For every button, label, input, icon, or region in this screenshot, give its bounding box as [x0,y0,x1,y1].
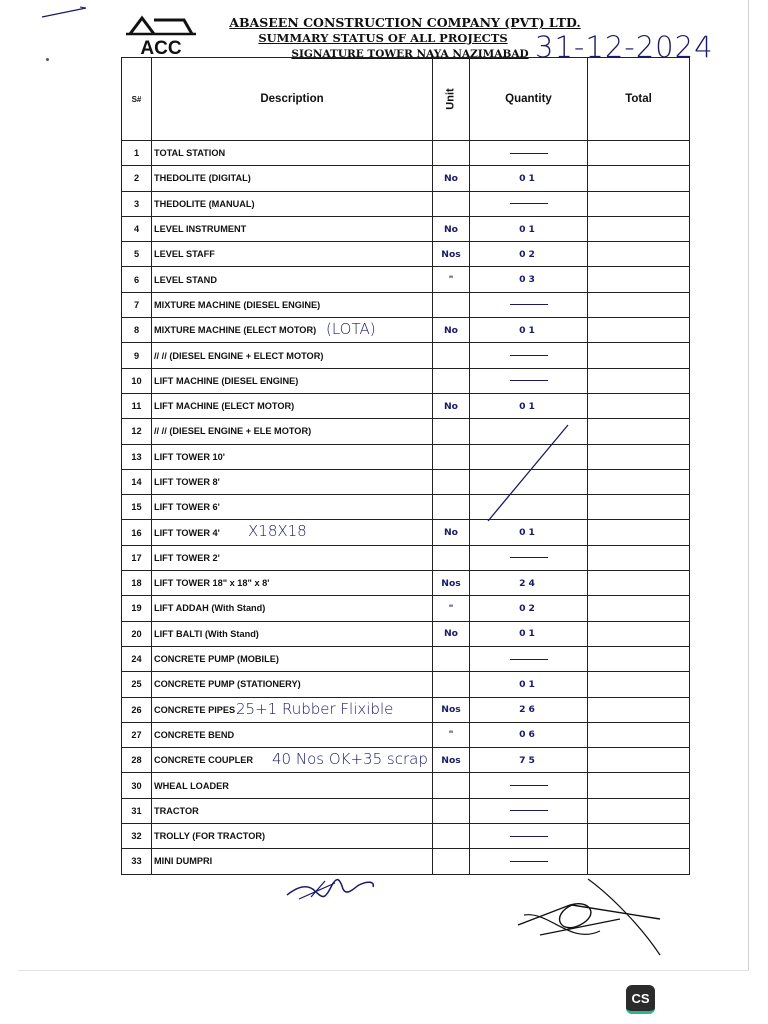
table-row [122,318,690,343]
row-unit: Nos [433,242,470,267]
row-total [588,141,690,166]
table-row [122,621,690,646]
row-total [588,216,690,241]
row-description-text: THEDOLITE (DIGITAL) [154,173,251,184]
row-total [588,292,690,317]
row-sn: 13 [122,444,152,469]
row-total [588,748,690,773]
table-row [122,191,690,216]
pen-stroke-mark [40,5,88,19]
blank-quantity-dash [510,557,548,558]
row-description [152,343,433,368]
table-header-row [122,58,690,141]
row-unit [433,191,470,216]
row-quantity: 75 [470,748,588,773]
row-total [588,646,690,671]
blank-quantity-dash [510,785,548,786]
row-description-text: LIFT TOWER 6' [154,502,220,513]
table-row [122,697,690,722]
row-total [588,773,690,798]
row-sn: 20 [122,621,152,646]
row-quantity [470,292,588,317]
row-description [152,469,433,494]
table-row [122,495,690,520]
blank-quantity-dash [510,153,548,154]
row-quantity [470,368,588,393]
row-description-text: LIFT TOWER 8' [154,477,220,487]
table-row [122,849,690,874]
row-description [152,141,433,166]
row-sn: 7 [122,292,152,317]
row-sn: 15 [122,495,152,520]
row-sn: 19 [122,596,152,621]
row-description [152,495,433,520]
row-description-text: LEVEL INSTRUMENT [154,224,247,235]
document-subtitle: SUMMARY STATUS OF ALL PROJECTS [258,31,508,45]
row-description-text: // // (DIESEL ENGINE + ELECT MOTOR) [154,350,324,361]
col-header-quantity: Quantity [470,58,588,141]
row-quantity: 02 [470,242,588,267]
row-quantity: 24 [470,571,588,596]
row-unit: No [433,520,470,545]
table-row [122,545,690,570]
scanner-app-badge: CS [626,985,655,1014]
row-sn: 3 [122,191,152,216]
row-total [588,242,690,267]
row-description [152,242,433,267]
table-row [122,672,690,697]
row-unit [433,141,470,166]
row-sn: 18 [122,571,152,596]
row-total [588,368,690,393]
row-description-text: TRACTOR [154,805,199,816]
row-quantity [470,824,588,849]
row-total [588,191,690,216]
row-unit [433,368,470,393]
row-quantity: 01 [470,621,588,646]
table-row [122,343,690,368]
row-description-text: // // (DIESEL ENGINE + ELE MOTOR) [154,426,312,437]
col-header-sn: S# [122,58,152,141]
blank-quantity-dash [510,203,548,204]
table-row [122,292,690,317]
row-quantity: 03 [470,267,588,292]
row-description [152,621,433,646]
row-quantity: 01 [470,672,588,697]
table-row [122,469,690,494]
row-unit [433,773,470,798]
row-total [588,824,690,849]
row-description-text: LIFT TOWER 4' [154,527,220,538]
table-row [122,722,690,747]
row-unit: " [433,722,470,747]
row-total [588,596,690,621]
row-unit: No [433,318,470,343]
row-sn: 12 [122,419,152,444]
row-description [152,646,433,671]
row-quantity [470,849,588,874]
row-description [152,596,433,621]
signature-1 [285,873,380,903]
row-description-text: CONCRETE BEND [154,729,235,740]
row-quantity [470,191,588,216]
row-description-text: TROLLY (FOR TRACTOR) [154,831,266,842]
row-description [152,849,433,874]
row-unit [433,469,470,494]
row-sn: 9 [122,343,152,368]
row-quantity: 06 [470,722,588,747]
row-unit [433,419,470,444]
table-row [122,798,690,823]
logo-text: ACC [140,38,182,56]
row-sn: 16 [122,520,152,545]
table-row [122,444,690,469]
table-row [122,646,690,671]
row-total [588,393,690,418]
row-total [588,621,690,646]
col-header-unit: Unit [433,58,470,141]
row-unit: No [433,621,470,646]
site-name: SIGNATURE TOWER NAYA NAZIMABAD [291,48,529,60]
row-description-text: LEVEL STAND [154,274,217,285]
row-sn: 4 [122,216,152,241]
table-row [122,596,690,621]
row-quantity [470,141,588,166]
row-total [588,849,690,874]
table-row [122,393,690,418]
row-unit [433,495,470,520]
row-quantity [470,419,588,444]
row-description-text: LIFT TOWER 18" x 18" x 8' [154,578,270,589]
row-unit [433,292,470,317]
row-description [152,697,433,722]
row-quantity [470,545,588,570]
row-unit [433,849,470,874]
row-quantity [470,798,588,823]
row-unit [433,824,470,849]
row-description [152,267,433,292]
row-description-text: LIFT ADDAH (With Stand) [154,603,266,614]
row-unit: " [433,596,470,621]
row-description-text: TOTAL STATION [154,148,226,159]
row-description-text: LIFT MACHINE (DIESEL ENGINE) [154,375,299,386]
row-description [152,419,433,444]
row-quantity [470,773,588,798]
row-total [588,267,690,292]
row-description-text: MIXTURE MACHINE (ELECT MOTOR) [154,325,317,336]
row-description-text: CONCRETE PUMP (STATIONERY) [154,679,301,690]
row-description [152,318,433,343]
row-total [588,722,690,747]
blank-quantity-dash [510,810,548,811]
table-row [122,267,690,292]
row-description [152,748,433,773]
company-name: ABASEEN CONSTRUCTION COMPANY (PVT) LTD. [229,15,581,30]
row-sn: 2 [122,166,152,191]
row-sn: 24 [122,646,152,671]
row-quantity [470,444,588,469]
blank-quantity-dash [510,355,548,356]
table-row [122,520,690,545]
row-description [152,571,433,596]
row-quantity: 26 [470,697,588,722]
row-total [588,444,690,469]
row-quantity [470,469,588,494]
blank-quantity-dash [510,304,548,305]
row-quantity: 01 [470,216,588,241]
row-total [588,697,690,722]
blank-quantity-dash [510,380,548,381]
handwritten-note: X18X18 [248,522,307,541]
table-row [122,571,690,596]
row-total [588,318,690,343]
row-description [152,191,433,216]
table-row [122,419,690,444]
row-description-text: CONCRETE PIPES [154,704,236,715]
row-sn: 1 [122,141,152,166]
row-quantity: 01 [470,393,588,418]
row-sn: 8 [122,318,152,343]
row-quantity: 02 [470,596,588,621]
row-total [588,520,690,545]
handwritten-note: 40 Nos OK+35 scrap [272,750,428,769]
row-description [152,520,433,545]
row-sn: 27 [122,722,152,747]
row-total [588,469,690,494]
equipment-table [121,57,690,875]
row-description [152,216,433,241]
row-unit: " [433,267,470,292]
row-quantity: 01 [470,166,588,191]
handwritten-note: (LOTA) [326,320,376,339]
row-description-text: LIFT TOWER 10' [154,451,225,462]
row-sn: 30 [122,773,152,798]
row-sn: 17 [122,545,152,570]
row-description-text: LEVEL STAFF [154,249,215,260]
blank-quantity-dash [510,836,548,837]
col-header-total: Total [588,58,690,141]
row-description [152,444,433,469]
row-unit [433,444,470,469]
row-description-text: THEDOLITE (MANUAL) [154,198,255,209]
row-description-text: WHEAL LOADER [154,780,229,791]
row-quantity: 01 [470,520,588,545]
row-description [152,824,433,849]
handwritten-note: 25+1 Rubber Flixible [236,699,394,718]
row-description-text: MIXTURE MACHINE (DIESEL ENGINE) [154,299,321,310]
row-description [152,166,433,191]
row-unit [433,343,470,368]
row-total [588,419,690,444]
row-description-text: LIFT MACHINE (ELECT MOTOR) [154,401,295,412]
ink-dot [46,58,49,61]
row-total [588,495,690,520]
row-unit [433,798,470,823]
row-quantity [470,343,588,368]
blank-quantity-dash [510,861,548,862]
signature-2 [510,875,670,960]
table-row [122,216,690,241]
table-row [122,166,690,191]
row-sn: 33 [122,849,152,874]
row-unit: Nos [433,571,470,596]
row-sn: 14 [122,469,152,494]
row-unit: No [433,166,470,191]
col-header-description: Description [152,58,433,141]
table-row [122,141,690,166]
row-unit: No [433,216,470,241]
company-logo [124,14,198,56]
row-sn: 26 [122,697,152,722]
row-total [588,545,690,570]
row-quantity: 01 [470,318,588,343]
row-description [152,368,433,393]
row-quantity [470,646,588,671]
row-description-text: MINI DUMPRI [154,856,213,867]
row-description-text: CONCRETE PUMP (MOBILE) [154,654,279,665]
row-sn: 6 [122,267,152,292]
row-unit: Nos [433,697,470,722]
row-unit [433,646,470,671]
row-total [588,343,690,368]
row-description [152,798,433,823]
row-description-text: LIFT BALTI (With Stand) [154,628,259,639]
row-description [152,545,433,570]
row-unit [433,545,470,570]
row-quantity [470,495,588,520]
blank-quantity-dash [510,659,548,660]
table-row [122,748,690,773]
table-row [122,242,690,267]
row-total [588,571,690,596]
table-row [122,368,690,393]
row-sn: 5 [122,242,152,267]
row-unit [433,672,470,697]
row-description [152,672,433,697]
row-sn: 10 [122,368,152,393]
row-sn: 31 [122,798,152,823]
row-description [152,773,433,798]
row-sn: 11 [122,393,152,418]
row-description [152,393,433,418]
row-unit: Nos [433,748,470,773]
row-description-text: LIFT TOWER 2' [154,552,220,563]
handwritten-date: 31-12-2024 [535,30,714,64]
table-row [122,824,690,849]
row-unit: No [433,393,470,418]
row-description-text: CONCRETE COUPLER [154,755,254,766]
row-description [152,292,433,317]
row-description [152,722,433,747]
row-total [588,798,690,823]
row-sn: 32 [122,824,152,849]
row-sn: 25 [122,672,152,697]
row-total [588,672,690,697]
row-total [588,166,690,191]
table-row [122,773,690,798]
row-sn: 28 [122,748,152,773]
